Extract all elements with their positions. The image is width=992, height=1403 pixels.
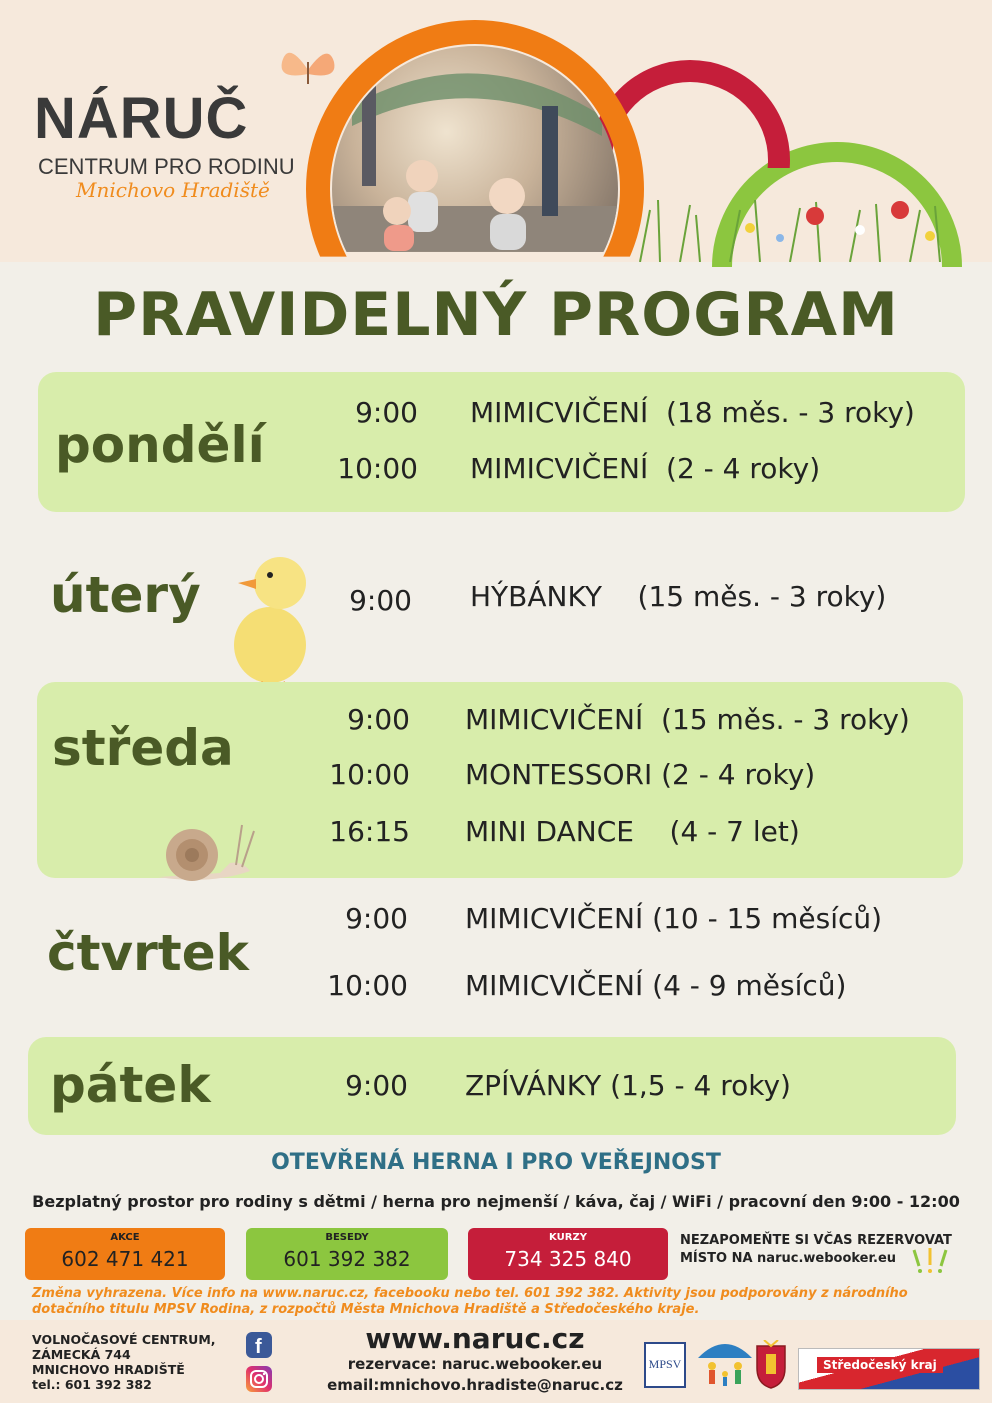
time-label: 9:00 [349,584,412,617]
svg-text:f: f [255,1336,262,1358]
contact-label: KURZY [549,1232,587,1243]
city-coat-of-arms [754,1340,788,1390]
day-label: středa [52,719,234,777]
activity-label: MIMICVIČENÍ (15 měs. - 3 roky) [465,703,910,736]
activity-label: MIMICVIČENÍ (4 - 9 měsíců) [465,969,847,1002]
logo-city: Mnichovo Hradiště [76,178,270,202]
contact-phone: 601 392 382 [283,1247,411,1271]
contact-phone: 734 325 840 [504,1247,632,1271]
mpsv-logo [644,1342,686,1388]
contact-label: AKCE [110,1232,140,1243]
page-title: PRAVIDELNÝ PROGRAM [93,280,899,350]
time-label: 9:00 [345,1069,408,1102]
activity-label: ZPÍVÁNKY (1,5 - 4 roky) [465,1069,791,1102]
address-line: MNICHOVO HRADIŠTĚ [32,1362,185,1377]
region-name: Středočeský kraj [817,1357,943,1373]
time-label: 16:15 [329,815,410,848]
address-line: tel.: 601 392 382 [32,1377,152,1392]
disclaimer-note: Změna vyhrazena. Více info na www.naruc.cz, facebooku nebo tel. 601 392 382. Aktivity jsou podporovány z národního dotačního titulu MPSV Rodina, z rozpočtů Města Mnichova Hradiště a Středočeského kraje. [32,1286,908,1318]
activity-label: MIMICVIČENÍ (18 měs. - 3 roky) [470,396,915,429]
duckling-illustration [222,545,312,693]
contact-akce [25,1228,225,1280]
website-link[interactable]: www.naruc.cz [365,1322,585,1355]
exclamation-icon [910,1248,950,1274]
contact-phone: 602 471 421 [61,1247,189,1271]
activity-label: MINI DANCE (4 - 7 let) [465,815,800,848]
time-label: 10:00 [337,452,418,485]
contact-label: BESEDY [325,1232,369,1243]
address-line: VOLNOČASOVÉ CENTRUM, [32,1332,216,1347]
time-label: 10:00 [327,969,408,1002]
day-label: pátek [50,1056,211,1114]
logo-subtitle: CENTRUM PRO RODINU [38,154,295,179]
day-label: pondělí [55,416,265,474]
snail-illustration [150,815,262,885]
open-playroom-title: OTEVŘENÁ HERNA I PRO VEŘEJNOST [271,1150,721,1175]
facebook-icon[interactable] [246,1332,272,1358]
time-label: 9:00 [345,902,408,935]
open-playroom-description: Bezplatný prostor pro rodiny s dětmi / herna pro nejmenší / káva, čaj / WiFi / pracovní den 9:00 - 12:00 [32,1192,960,1211]
activity-label: MIMICVIČENÍ (10 - 15 měsíců) [465,902,883,935]
email-link[interactable]: email:mnichovo.hradiste@naruc.cz [327,1376,623,1394]
time-label: 9:00 [347,703,410,736]
butterfly-illustration [278,40,338,96]
time-label: 9:00 [355,396,418,429]
activity-label: MIMICVIČENÍ (2 - 4 roky) [470,452,821,485]
reminder-line: NEZAPOMEŇTE SI VČAS REZERVOVAT [680,1233,952,1248]
reservation-link[interactable]: rezervace: naruc.webooker.eu [347,1355,603,1373]
reminder-line: MÍSTO NA naruc.webooker.eu [680,1250,897,1266]
logo-title: NÁRUČ [34,86,249,151]
contact-besedy [246,1228,448,1280]
activity-label: HÝBÁNKY (15 měs. - 3 roky) [470,580,887,613]
day-label: čtvrtek [47,924,249,982]
day-label: úterý [50,566,201,624]
address-block [32,1332,216,1392]
flowers-illustration [630,180,960,262]
mpsv-logo-text: MPSV [648,1357,682,1371]
address-line: ZÁMECKÁ 744 [32,1347,131,1362]
time-label: 10:00 [329,758,410,791]
contact-kurzy [468,1228,668,1280]
region-logo [798,1348,980,1390]
activity-label: MONTESSORI (2 - 4 roky) [465,758,816,791]
instagram-icon[interactable] [246,1366,272,1392]
family-umbrella-logo [694,1336,756,1392]
